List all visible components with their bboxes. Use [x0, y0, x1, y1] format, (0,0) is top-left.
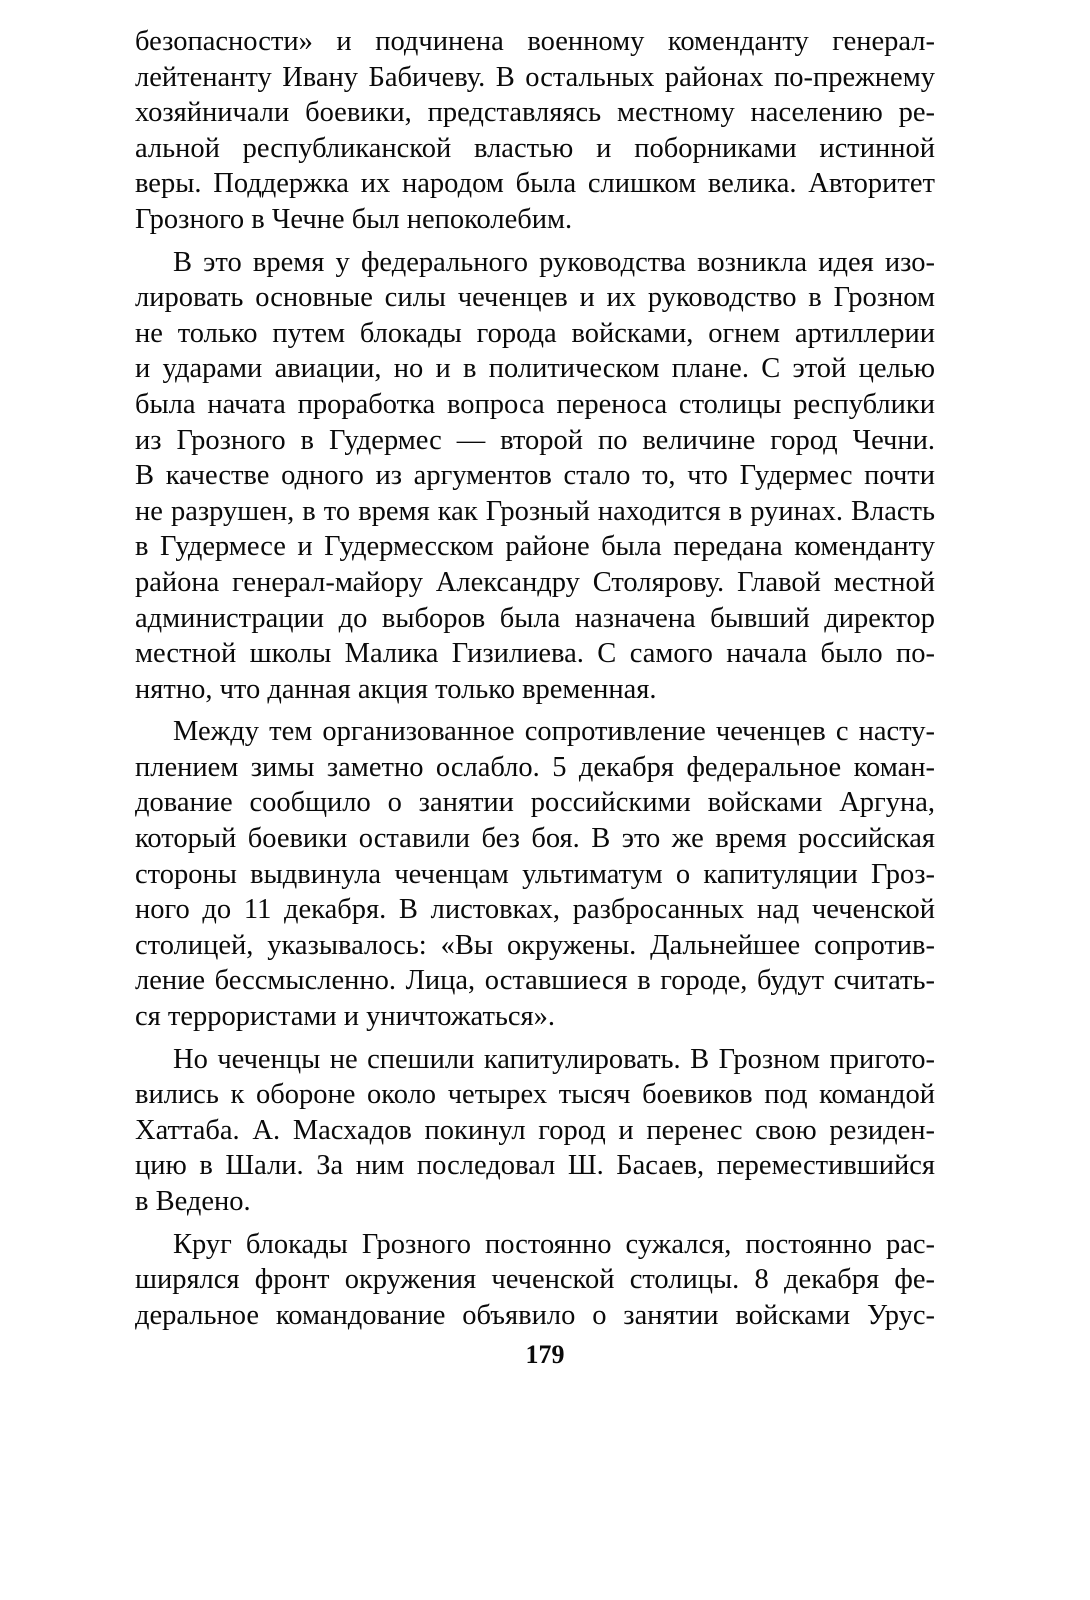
text-line: и ударами авиации, но и в политическом плане. С этой целью	[135, 353, 935, 385]
text-line: нятно, что данная акция только временная.	[135, 673, 657, 705]
text-line: Но чеченцы не спешили капитулировать. В Грозном пригото-	[173, 1043, 935, 1075]
text-line: не разрушен, в то время как Грозный находится в руинах. Власть	[135, 495, 935, 527]
text-line: стороны выдвинула чеченцам ультиматум о капитуляции Гроз-	[135, 858, 935, 890]
text-line: который боевики оставили без боя. В это же время российская	[135, 823, 935, 855]
paragraph-1	[135, 24, 935, 238]
paragraph-5	[135, 1227, 935, 1334]
text-line: была начата проработка вопроса переноса столицы республики	[135, 388, 935, 420]
text-line: ного до 11 декабря. В листовках, разбросанных над чеченской	[135, 894, 935, 926]
text-line: в Ведено.	[135, 1186, 251, 1217]
text-line: Грозного в Чечне был непоколебим.	[135, 203, 573, 235]
text-line: плением зимы заметно ослабло. 5 декабря федеральное коман-	[135, 751, 935, 783]
text-line: В это время у федерального руководства возникла идея изо-	[173, 246, 935, 278]
text-line: В качестве одного из аргументов стало то, что Гудермес почти	[135, 460, 935, 492]
text-line: района генерал-майору Александру Столярову. Главой местной	[135, 566, 935, 598]
page-number: 179	[525, 1340, 565, 1369]
text-line: в Гудермесе и Гудермесском районе была передана коменданту	[135, 531, 935, 563]
text-line: столицей, указывалось: «Вы окружены. Дальнейшее сопротив-	[135, 929, 935, 961]
text-line: хозяйничали боевики, представляясь местному населению ре-	[135, 97, 935, 129]
text-line: ление бессмысленно. Лица, оставшиеся в городе, будут считать-	[135, 965, 935, 997]
text-line: вились к обороне около четырех тысяч боевиков под командой	[135, 1079, 935, 1111]
text-line: ся террористами и уничтожаться».	[135, 1001, 556, 1033]
text-line: веры. Поддержка их народом была слишком велика. Авторитет	[135, 168, 935, 200]
page-body	[135, 24, 935, 1340]
text-line: альной республиканской властью и поборниками истинной	[135, 132, 935, 164]
paragraph-3	[135, 714, 935, 1034]
text-line: местной школы Малика Гизилиева. С самого начала было по-	[135, 638, 935, 670]
text-line: цию в Шали. За ним последовал Ш. Басаев, переместившийся	[135, 1150, 935, 1182]
text-line: Круг блокады Грозного постоянно сужался, постоянно рас-	[173, 1228, 935, 1260]
text-line: Хаттаба. А. Масхадов покинул город и перенес свою резиден-	[135, 1114, 935, 1146]
text-line: не только путем блокады города войсками, огнем артиллерии	[135, 317, 935, 349]
text-line: из Грозного в Гудермес — второй по величине город Чечни.	[135, 424, 935, 456]
text-line: дование сообщило о занятии российскими войсками Аргуна,	[135, 787, 935, 819]
text-line: лировать основные силы чеченцев и их руководство в Грозном	[135, 282, 935, 314]
text-line: ширялся фронт окружения чеченской столицы. 8 декабря фе-	[135, 1264, 935, 1296]
text-line: Между тем организованное сопротивление чеченцев с насту-	[173, 716, 935, 748]
text-line: безопасности» и подчинена военному коменданту генерал-	[135, 26, 935, 57]
paragraph-4	[135, 1042, 935, 1220]
text-line: администрации до выборов была назначена бывший директор	[135, 602, 935, 634]
paragraph-2	[135, 245, 935, 708]
text-line: деральное командование объявило о занятии войсками Урус-	[135, 1299, 935, 1331]
text-line: лейтенанту Ивану Бабичеву. В остальных районах по-прежнему	[135, 61, 935, 93]
